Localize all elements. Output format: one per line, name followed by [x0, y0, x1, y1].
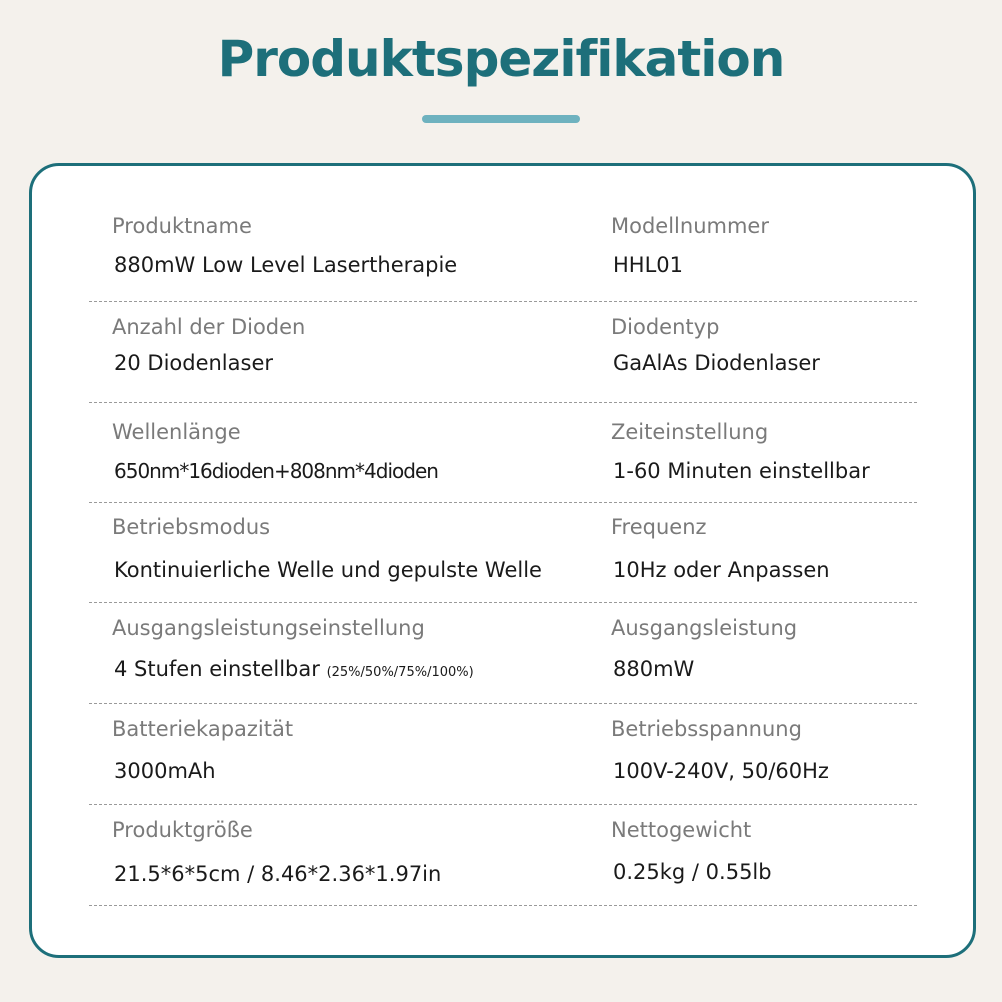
spec-value: 3000mAh [114, 759, 216, 783]
spec-label: Ausgangsleistung [611, 616, 798, 640]
spec-value: 0.25kg / 0.55lb [613, 860, 772, 884]
spec-label: Produktname [112, 214, 252, 238]
spec-value: HHL01 [613, 253, 684, 277]
spec-row-wavelength [89, 403, 917, 503]
spec-value: 880mW Low Level Lasertherapie [114, 253, 458, 277]
spec-label: Betriebsspannung [611, 717, 802, 741]
spec-value: 880mW [613, 657, 695, 681]
spec-value: 100V-240V, 50/60Hz [613, 759, 829, 783]
spec-value-text: 4 Stufen einstellbar [114, 657, 320, 681]
spec-value: Kontinuierliche Welle und gepulste Welle [114, 558, 542, 582]
spec-label: Wellenlänge [112, 420, 241, 444]
spec-label: Batteriekapazität [112, 717, 294, 741]
spec-label: Produktgröße [112, 818, 253, 842]
spec-label: Diodentyp [611, 315, 720, 339]
spec-label: Nettogewicht [611, 818, 752, 842]
spec-row-diode-count [89, 303, 917, 403]
spec-row-battery [89, 705, 917, 805]
page-title: Produktspezifikation [217, 30, 785, 88]
spec-label: Anzahl der Dioden [112, 315, 306, 339]
spec-row-product-name [89, 202, 917, 302]
spec-value: GaAlAs Diodenlaser [613, 351, 820, 375]
spec-value [114, 657, 474, 681]
spec-label: Frequenz [611, 515, 707, 539]
spec-value: 1-60 Minuten einstellbar [613, 459, 870, 483]
spec-row-product-size [89, 806, 917, 906]
spec-row-operating-mode [89, 503, 917, 603]
spec-label: Betriebsmodus [112, 515, 271, 539]
spec-value-note: (25%/50%/75%/100%) [326, 665, 474, 680]
spec-value: 10Hz oder Anpassen [613, 558, 830, 582]
spec-value: 21.5*6*5cm / 8.46*2.36*1.97in [114, 862, 442, 886]
spec-label: Modellnummer [611, 214, 769, 238]
title-underline-bar [422, 115, 580, 123]
spec-label: Ausgangsleistungseinstellung [112, 616, 425, 640]
spec-label: Zeiteinstellung [611, 420, 769, 444]
spec-value: 650nm*16dioden+808nm*4dioden [114, 459, 438, 483]
spec-card [29, 163, 976, 958]
spec-row-output-setting [89, 604, 917, 704]
spec-value: 20 Diodenlaser [114, 351, 274, 375]
